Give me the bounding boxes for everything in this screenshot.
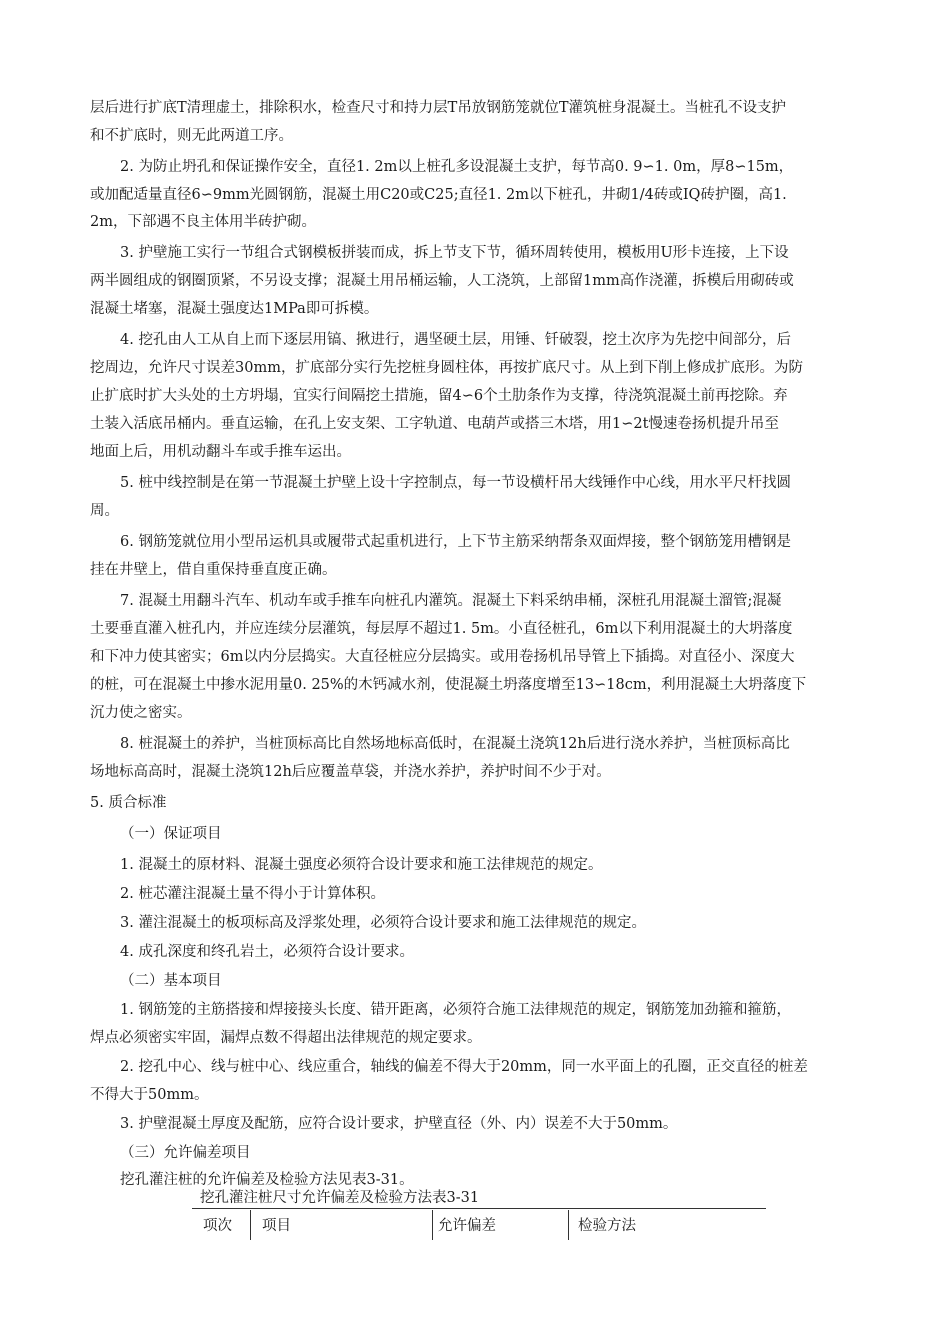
- paragraph-line: 2m，下部遇不良主体用半砖护砌。: [90, 214, 316, 230]
- paragraph-line: 8. 桩混凝土的养护，当桩顶标高比自然场地标高低时，在混凝土浇筑12h后进行浇水养护，当桩顶标高比: [120, 736, 790, 752]
- paragraph-line: 1. 钢筋笼的主筋搭接和焊接接头长度、错开距离，必须符合施工法律规范的规定，钢筋笼加劲箍和箍筋，: [120, 1002, 791, 1018]
- paragraph-line: 地面上后，用机动翻斗车或手推车运出。: [90, 444, 351, 460]
- paragraph-line: 的桩，可在混凝土中掺水泥用量0. 25%的木钙减水剂，使混凝土坍落度增至13∽18cm，利用混凝土大坍落度下: [90, 677, 807, 693]
- paragraph-line: （三）允许偏差项目: [120, 1145, 251, 1161]
- paragraph-line: （二）基本项目: [120, 973, 222, 989]
- paragraph-line: 3. 护壁施工实行一节组合式钢模板拼装而成，拆上节支下节，循环周转使用，模板用U形卡连接，上下设: [120, 245, 789, 261]
- paragraph-line: 层后进行扩底T清理虚土，排除积水，检查尺寸和持力层T吊放钢筋笼就位T灌筑桩身混凝土。当桩孔不设支护: [90, 100, 787, 116]
- paragraph-line: 2. 挖孔中心、线与桩中心、线应重合，轴线的偏差不得大于20mm，同一水平面上的孔圈，正交直径的桩差: [120, 1059, 808, 1075]
- paragraph-line: 和不扩底时，则无此两道工序。: [90, 128, 293, 144]
- table-header-index: 项次: [203, 1218, 232, 1234]
- paragraph-line: 5. 桩中线控制是在第一节混凝土护壁上设十字控制点，每一节设横杆吊大线锤作中心线，用水平尺杆找圆: [120, 475, 791, 491]
- table-top-rule: [192, 1208, 766, 1209]
- table-header-tolerance: 允许偏差: [438, 1218, 496, 1234]
- paragraph-line: 4. 成孔深度和终孔岩土，必须符合设计要求。: [120, 944, 414, 960]
- paragraph-line: 混凝土堵塞，混凝土强度达1MPa即可拆模。: [90, 301, 379, 317]
- paragraph-line: 挂在井壁上，借自重保持垂直度正确。: [90, 562, 337, 578]
- table-column-divider: [250, 1210, 251, 1240]
- paragraph-line: 1. 混凝土的原材料、混凝土强度必须符合设计要求和施工法律规范的规定。: [120, 857, 603, 873]
- paragraph-line: 4. 挖孔由人工从自上而下逐层用镐、揪进行，遇坚硬土层，用锤、钎破裂，挖土次序为先挖中间部分，后: [120, 332, 791, 348]
- paragraph-line: 7. 混凝土用翻斗汽车、机动车或手推车向桩孔内灌筑。混凝土下料采纳串桶，深桩孔用混凝土溜管;混凝: [120, 593, 782, 609]
- paragraph-line: 沉力使之密实。: [90, 705, 192, 721]
- paragraph-line: 或加配适量直径6∽9mm光圆钢筋，混凝土用C20或C25;直径1. 2m以下桩孔，井砌1/4砖或IQ砖护圈，高1.: [90, 187, 787, 203]
- paragraph-line: 两半圆组成的钢圈顶紧，不另设支撑；混凝土用吊桶运输，人工浇筑，上部留1mm高作浇灌，拆模后用砌砖或: [90, 273, 794, 289]
- paragraph-line: 和下冲力使其密实；6m以内分层捣实。大直径桩应分层捣实。或用卷扬机吊导管上下插捣。对直径小、深度大: [90, 649, 795, 665]
- paragraph-line: 挖周边，允许尺寸误差30mm，扩底部分实行先挖桩身圆柱体，再按扩底尺寸。从上到下削上修成扩底形。为防: [90, 360, 803, 376]
- paragraph-line: 止扩底时扩大头处的土方坍塌，宜实行间隔挖土措施，留4∽6个土肋条作为支撑，待浇筑混凝土前再挖除。弃: [90, 388, 788, 404]
- paragraph-line: 3. 灌注混凝土的板项标高及浮浆处理，必须符合设计要求和施工法律规范的规定。: [120, 915, 646, 931]
- paragraph-line: 土装入活底吊桶内。垂直运输，在孔上安支架、工字轨道、电葫芦或搭三木塔，用1∽2t慢速卷扬机提升吊至: [90, 416, 779, 432]
- paragraph-line: 6. 钢筋笼就位用小型吊运机具或履带式起重机进行，上下节主筋采纳帮条双面焊接，整个钢筋笼用槽钢是: [120, 534, 791, 550]
- paragraph-line: （一）保证项目: [120, 826, 222, 842]
- paragraph-line: 焊点必须密实牢固，漏焊点数不得超出法律规范的规定要求。: [90, 1030, 482, 1046]
- paragraph-line: 5. 质合标准: [90, 795, 167, 811]
- paragraph-line: 3. 护壁混凝土厚度及配筋，应符合设计要求，护壁直径（外、内）误差不大于50mm。: [120, 1116, 678, 1132]
- paragraph-line: 2. 桩芯灌注混凝土量不得小于计算体积。: [120, 886, 385, 902]
- paragraph-line: 不得大于50mm。: [90, 1087, 209, 1103]
- paragraph-line: 场地标高高时，混凝土浇筑12h后应覆盖草袋，并浇水养护，养护时间不少于对。: [90, 764, 611, 780]
- table-caption: 挖孔灌注桩尺寸允许偏差及检验方法表3-31: [200, 1190, 480, 1206]
- paragraph-line: 2. 为防止坍孔和保证操作安全，直径1. 2m以上桩孔多设混凝土支护，每节高0. 9∽1. 0m，厚8∽15m，: [120, 159, 794, 175]
- paragraph-line: 挖孔灌注桩的允许偏差及检验方法见表3-31。: [120, 1172, 414, 1188]
- table-column-divider: [432, 1210, 433, 1240]
- table-column-divider: [568, 1210, 569, 1240]
- paragraph-line: 周。: [90, 503, 119, 519]
- paragraph-line: 土要垂直灌入桩孔内，并应连续分层灌筑，每层厚不超过1. 5m。小直径桩孔，6m以下利用混凝土的大坍落度: [90, 621, 793, 637]
- table-header-method: 检验方法: [578, 1218, 636, 1234]
- table-header-item: 项目: [262, 1218, 291, 1234]
